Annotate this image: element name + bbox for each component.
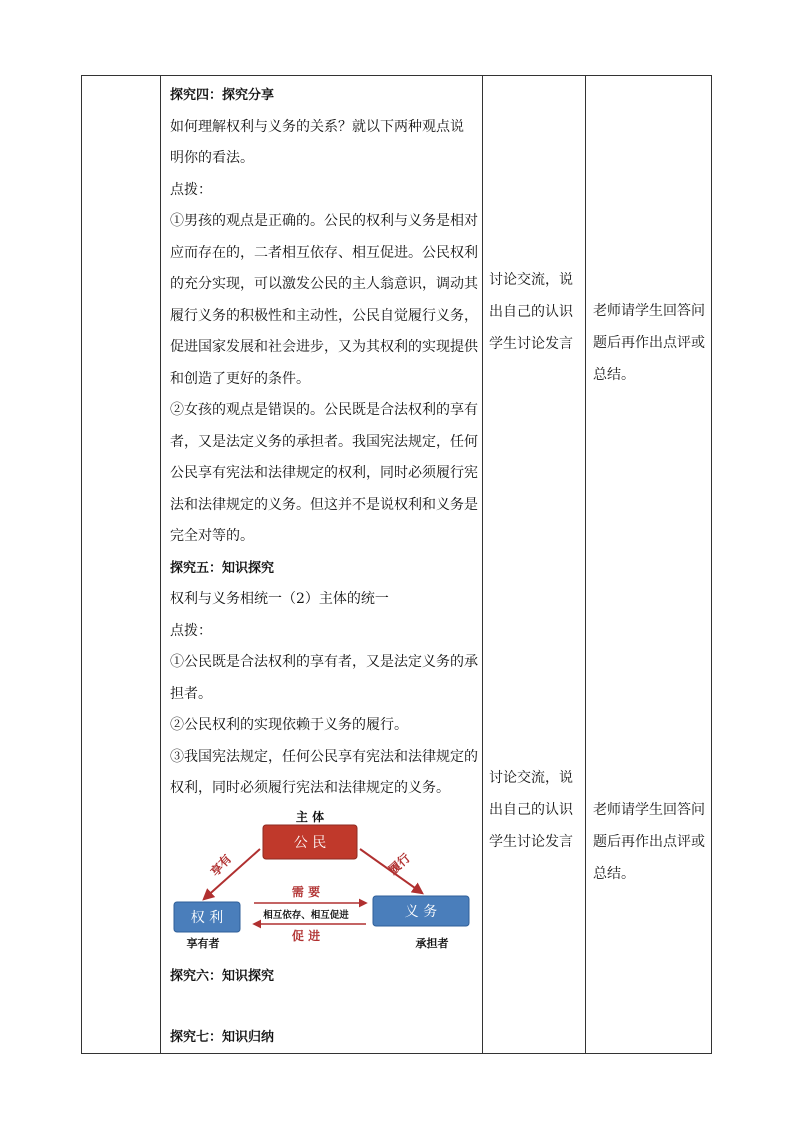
column-divider-1: [160, 76, 161, 1053]
rights-label: 权 利: [190, 910, 224, 926]
text-line: 总结。: [593, 866, 635, 882]
mutual-label: 相互依存、相互促进: [263, 910, 349, 921]
text-line: 点拨：: [170, 622, 212, 639]
text-line: 完全对等的。: [170, 528, 254, 544]
rights-duties-diagram: [170, 803, 480, 953]
enjoy-label: 享有: [207, 851, 235, 879]
fulfill-label: 履行: [385, 850, 413, 878]
text-line: 老师请学生回答问: [593, 802, 705, 818]
text-line: 应而存在的，二者相互依存、相互促进。公民权利: [170, 244, 478, 261]
text-line: 学生讨论发言: [489, 834, 573, 850]
citizen-label: 公 民: [293, 835, 327, 851]
section-heading: 探究四：探究分享: [170, 88, 275, 103]
text-line: ③我国宪法规定，任何公民享有宪法和法律规定的: [170, 748, 478, 765]
text-line: 担者。: [170, 685, 212, 702]
teacher-guidance-block: [593, 794, 705, 890]
student-activity-block: [489, 264, 573, 360]
text-line: 总结。: [593, 367, 635, 383]
text-line: 法和法律规定的义务。但这并不是说权利和义务是: [170, 496, 478, 513]
text-line: 如何理解权利与义务的关系？就以下两种观点说: [170, 118, 464, 135]
lesson-table: [81, 75, 712, 1054]
text-line: 促进国家发展和社会进步，又为其权利的实现提供: [170, 339, 478, 355]
section-heading-seven-wrap: [170, 1022, 482, 1054]
column-divider-2: [482, 76, 483, 1053]
text-line: 者，又是法定义务的承担者。我国宪法规定，任何: [170, 433, 478, 450]
text-line: 权利，同时必须履行宪法和法律规定的义务。: [170, 780, 450, 796]
duties-bearer-label: 承担者: [415, 937, 449, 950]
text-line: 点拨：: [170, 181, 212, 198]
need-label: 需 要: [291, 885, 321, 899]
text-line: ②公民权利的实现依赖于义务的履行。: [170, 717, 408, 733]
subject-label: 主 体: [295, 810, 325, 824]
text-line: 公民享有宪法和法律规定的权利，同时必须履行宪: [170, 465, 478, 481]
student-activity-block: [489, 762, 573, 858]
text-line: 题后再作出点评或: [593, 335, 705, 351]
text-line: 明你的看法。: [170, 150, 254, 166]
section-heading-six-wrap: [170, 961, 482, 993]
column-divider-3: [585, 76, 586, 1053]
promote-label: 促 进: [291, 929, 321, 943]
teaching-content-column: [170, 80, 482, 805]
text-line: ①公民既是合法权利的享有者，又是法定义务的承: [170, 654, 478, 670]
section-heading: 探究五：知识探究: [170, 560, 275, 576]
rights-holder-label: 享有者: [186, 937, 220, 950]
section-heading: 探究七：知识归纳: [170, 1030, 275, 1045]
text-line: 出自己的认识: [489, 802, 573, 818]
text-line: 学生讨论发言: [489, 336, 573, 352]
text-line: 讨论交流，说: [489, 272, 573, 288]
text-line: 老师请学生回答问: [593, 303, 705, 319]
text-line: 的充分实现，可以激发公民的主人翁意识，调动其: [170, 276, 478, 292]
text-line: ①男孩的观点是正确的。公民的权利与义务是相对: [170, 213, 478, 229]
text-line: ②女孩的观点是错误的。公民既是合法权利的享有: [170, 402, 478, 418]
section-heading: 探究六：知识探究: [170, 969, 275, 984]
text-line: 履行义务的积极性和主动性，公民自觉履行义务，: [170, 307, 478, 324]
text-line: 和创造了更好的条件。: [170, 370, 310, 387]
duties-label: 义 务: [404, 904, 438, 920]
text-line: 题后再作出点评或: [593, 834, 705, 850]
text-line: 权利与义务相统一（2）主体的统一: [170, 591, 389, 607]
text-line: 讨论交流，说: [489, 770, 573, 786]
teacher-guidance-block: [593, 295, 705, 391]
text-line: 出自己的认识: [489, 304, 573, 320]
